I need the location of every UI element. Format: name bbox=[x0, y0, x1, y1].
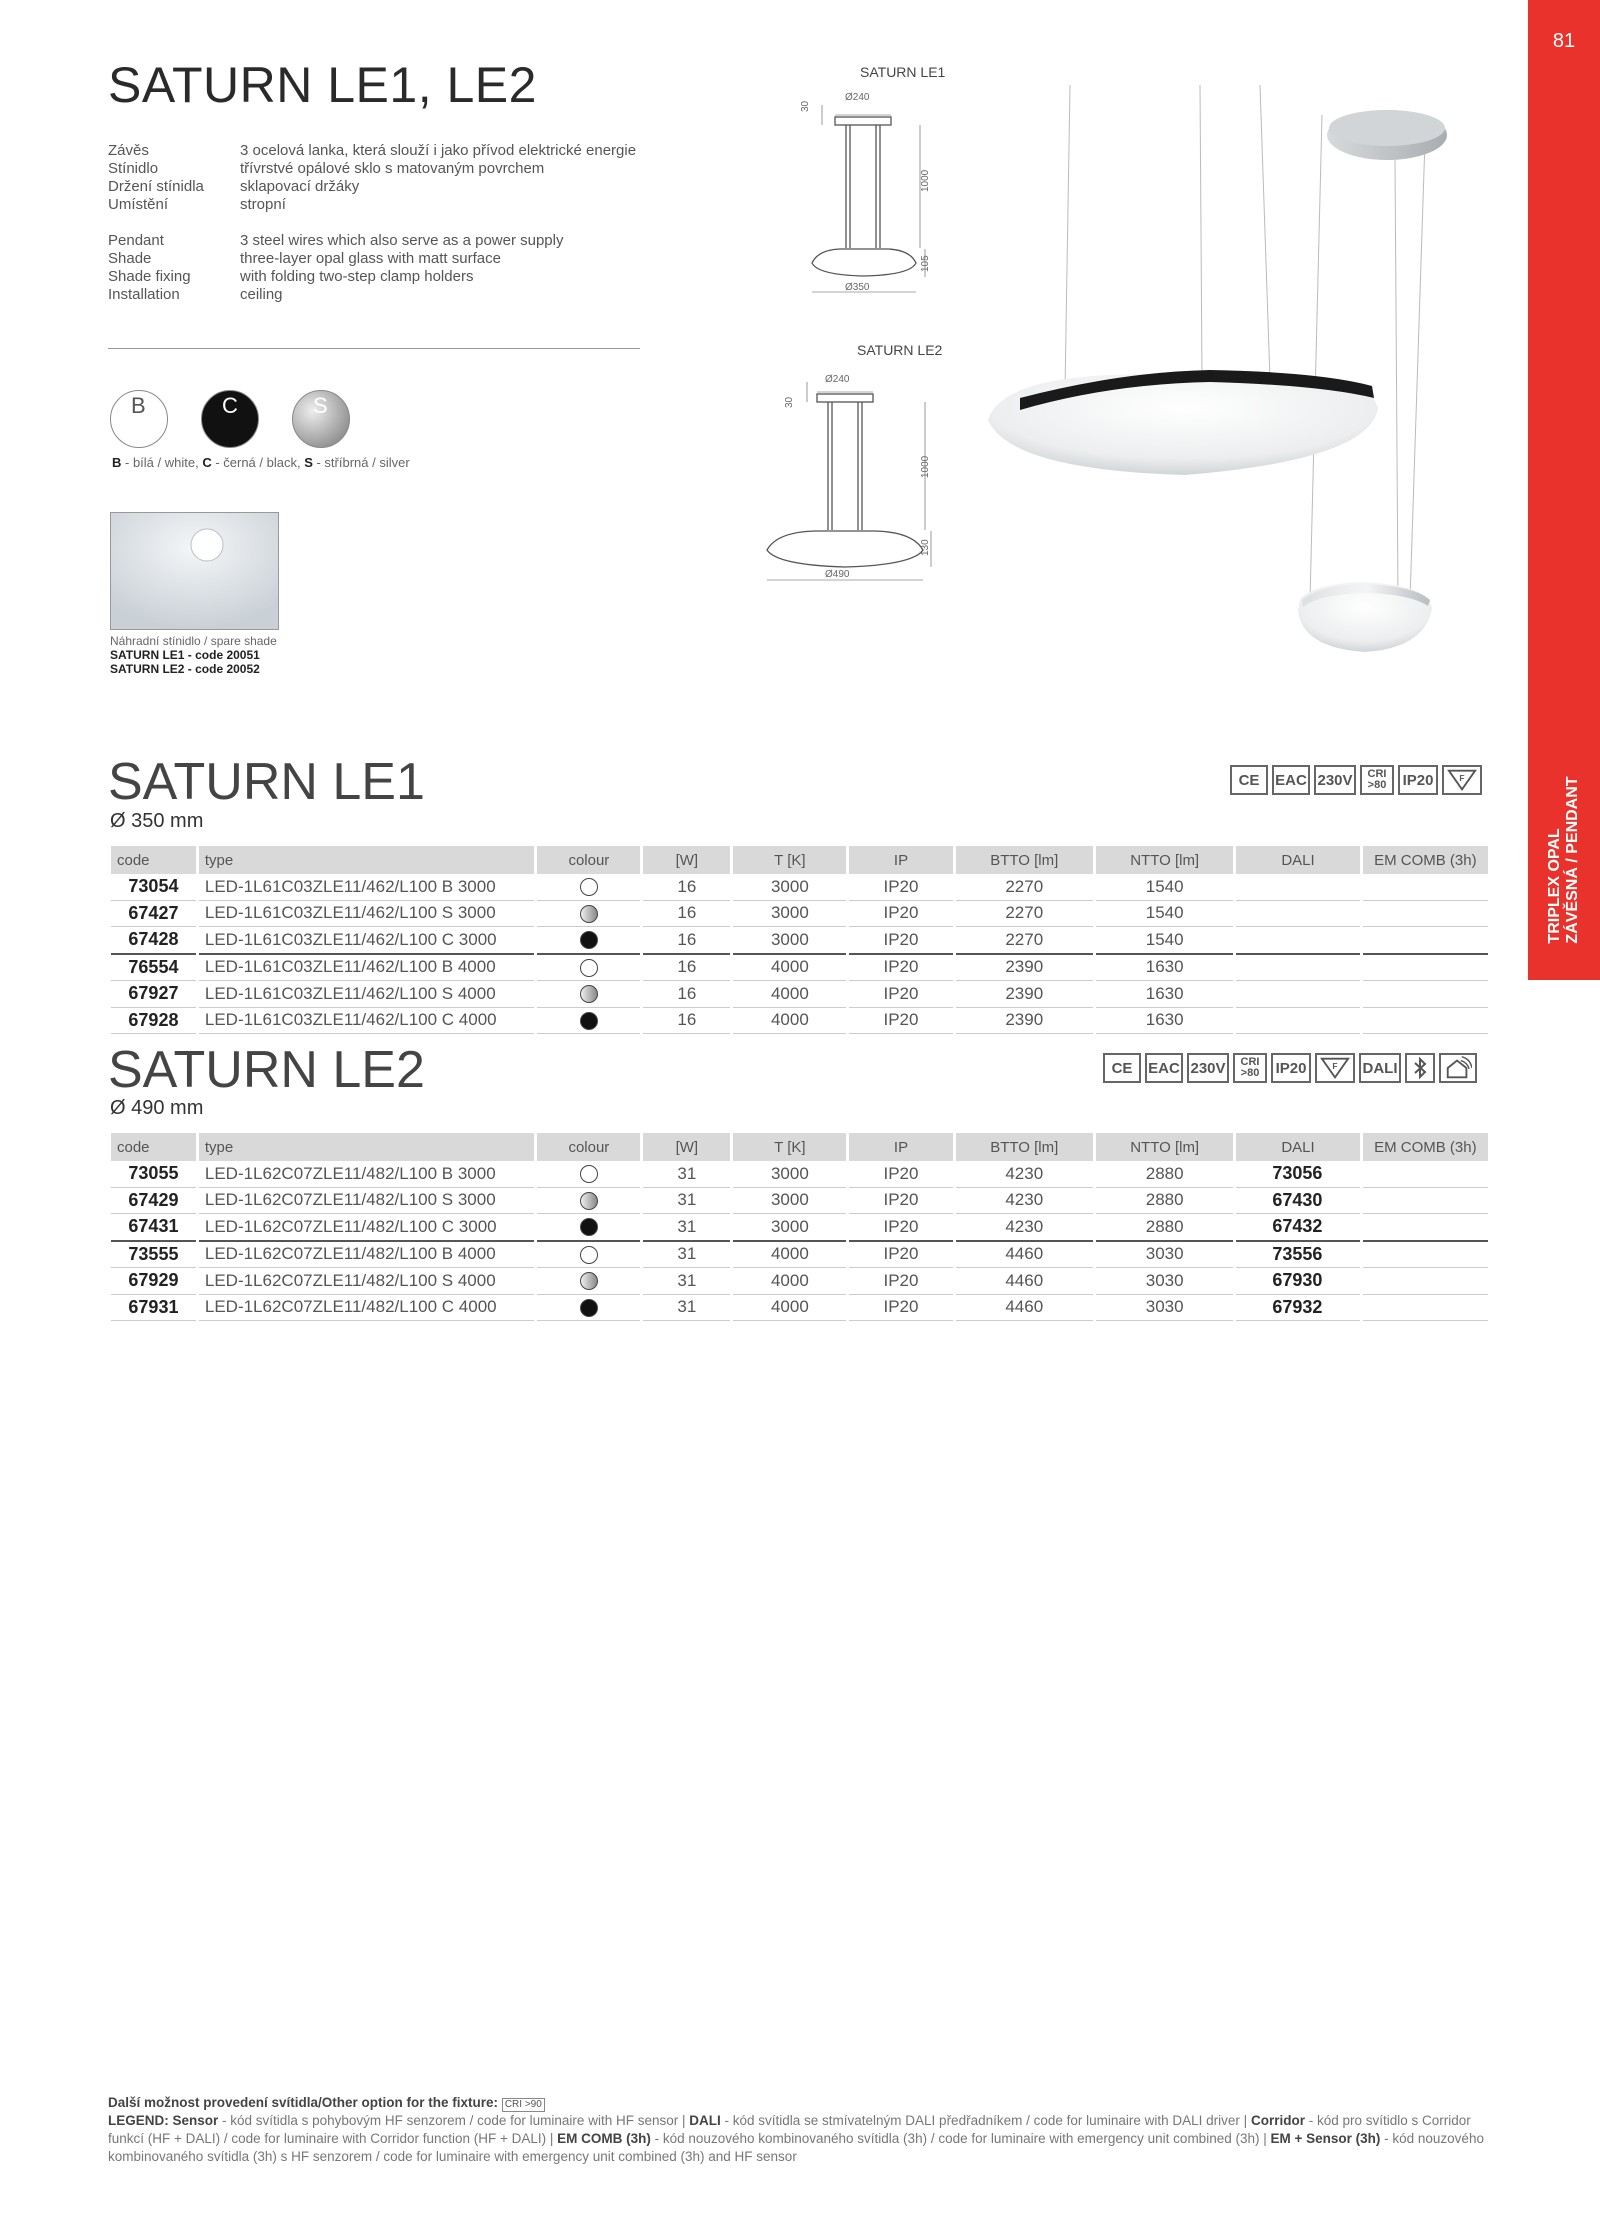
cell-type: LED-1L61C03ZLE11/462/L100 C 4000 bbox=[199, 1008, 534, 1035]
colour-dot-icon bbox=[580, 1165, 598, 1183]
le2-badges bbox=[1103, 1053, 1477, 1083]
cell-type: LED-1L62C07ZLE11/482/L100 S 3000 bbox=[199, 1188, 534, 1215]
eac-icon: EAC bbox=[1272, 765, 1310, 795]
le2-diameter: Ø 490 mm bbox=[110, 1097, 204, 1119]
spec-value: stropní bbox=[240, 196, 286, 213]
cell-code: 76554 bbox=[111, 955, 196, 982]
cell-code: 67431 bbox=[111, 1214, 196, 1242]
cell-code: 73055 bbox=[111, 1161, 196, 1188]
cell-code: 67427 bbox=[111, 901, 196, 928]
cell-ntto: 1540 bbox=[1096, 874, 1233, 901]
cell-code: 67931 bbox=[111, 1295, 196, 1322]
le1-diameter: Ø 350 mm bbox=[110, 810, 204, 832]
cell-dali: 73556 bbox=[1236, 1242, 1359, 1269]
cell-dali bbox=[1236, 901, 1359, 928]
cell-code: 67928 bbox=[111, 1008, 196, 1035]
cell-type: LED-1L61C03ZLE11/462/L100 B 3000 bbox=[199, 874, 534, 901]
cell-dali bbox=[1236, 1008, 1359, 1035]
spec-key: Závěs bbox=[108, 142, 149, 159]
header-w: [W] bbox=[643, 846, 730, 874]
header-ip: IP bbox=[849, 846, 952, 874]
colour-dot-icon bbox=[580, 985, 598, 1003]
cell-w: 16 bbox=[643, 874, 730, 901]
spec-value: sklapovací držáky bbox=[240, 178, 360, 195]
cell-type: LED-1L62C07ZLE11/482/L100 S 4000 bbox=[199, 1268, 534, 1295]
spec-key: Shade bbox=[108, 250, 152, 267]
footer-legend: Další možnost provedení svítidla/Other option for the fixture: CRI >90 LEGEND: Sensor - kód svítidla s pohybovým HF senzorem / code for luminaire with HF sensor | DALI - kód svítidla se stmívatelným DALI předřadníkem / code for luminaire with DALI driver | Corridor - kód pro svítidlo s Corridor funkcí (HF + DALI) / code for luminaire with Corridor function (HF + DALI) | EM COMB (3h) - kód nouzového kombinovaného svítidla (3h) / code for luminaire with emergency unit combined (3h) | EM + Sensor (3h) - kód nouzového kombinovaného svítidla (3h) s HF senzorem / code for luminaire with emergency unit combined (3h) and HF sensor bbox=[108, 2095, 1484, 2164]
colour-cell bbox=[537, 1188, 640, 1215]
header-ntto: NTTO [lm] bbox=[1096, 1133, 1233, 1161]
table-row bbox=[111, 1161, 1488, 1188]
cell-btto: 2270 bbox=[956, 927, 1093, 955]
cell-t: 3000 bbox=[733, 927, 846, 955]
cell-ip: IP20 bbox=[849, 1242, 952, 1269]
spare-shade-image bbox=[110, 512, 279, 630]
f-triangle-icon bbox=[1315, 1053, 1355, 1083]
cell-em bbox=[1363, 1188, 1488, 1215]
cell-em bbox=[1363, 1161, 1488, 1188]
cell-ntto: 3030 bbox=[1096, 1242, 1233, 1269]
cell-dali bbox=[1236, 874, 1359, 901]
voltage-icon: 230V bbox=[1314, 765, 1356, 795]
colour-dot-icon bbox=[580, 878, 598, 896]
cell-type: LED-1L62C07ZLE11/482/L100 B 4000 bbox=[199, 1242, 534, 1269]
cell-type: LED-1L61C03ZLE11/462/L100 S 3000 bbox=[199, 901, 534, 928]
spec-key: Shade fixing bbox=[108, 268, 191, 285]
colour-cell bbox=[537, 1161, 640, 1188]
le2-title: SATURN LE2 bbox=[108, 1041, 425, 1099]
cell-ip: IP20 bbox=[849, 1295, 952, 1322]
colour-cell bbox=[537, 1268, 640, 1295]
cell-ntto: 2880 bbox=[1096, 1214, 1233, 1242]
table-row bbox=[111, 981, 1488, 1008]
cell-type: LED-1L62C07ZLE11/482/L100 C 4000 bbox=[199, 1295, 534, 1322]
cell-dali: 67930 bbox=[1236, 1268, 1359, 1295]
cell-t: 3000 bbox=[733, 901, 846, 928]
cell-code: 67929 bbox=[111, 1268, 196, 1295]
cell-code: 67428 bbox=[111, 927, 196, 955]
spec-value: ceiling bbox=[240, 286, 283, 303]
cell-ip: IP20 bbox=[849, 901, 952, 928]
cell-t: 4000 bbox=[733, 981, 846, 1008]
ip20-icon: IP20 bbox=[1271, 1053, 1311, 1083]
cell-em bbox=[1363, 1268, 1488, 1295]
cell-em bbox=[1363, 1008, 1488, 1035]
cell-ip: IP20 bbox=[849, 955, 952, 982]
cell-w: 31 bbox=[643, 1242, 730, 1269]
colour-cell bbox=[537, 1214, 640, 1242]
table-row bbox=[111, 1008, 1488, 1035]
cell-em bbox=[1363, 981, 1488, 1008]
cell-ip: IP20 bbox=[849, 1161, 952, 1188]
eac-icon: EAC bbox=[1145, 1053, 1183, 1083]
smart-home-icon bbox=[1439, 1053, 1477, 1083]
cell-ntto: 1540 bbox=[1096, 927, 1233, 955]
cell-w: 16 bbox=[643, 927, 730, 955]
header-btto: BTTO [lm] bbox=[956, 1133, 1093, 1161]
colour-dot-icon bbox=[580, 931, 598, 949]
cell-em bbox=[1363, 1242, 1488, 1269]
header-type: type bbox=[199, 846, 534, 874]
cell-t: 4000 bbox=[733, 1008, 846, 1035]
spec-key: Installation bbox=[108, 286, 180, 303]
table-row bbox=[111, 1295, 1488, 1322]
svg-text:F: F bbox=[1459, 772, 1465, 783]
cell-ntto: 1630 bbox=[1096, 955, 1233, 982]
side-tab-line2: ZÁVĚSNÁ / PENDANT bbox=[1564, 776, 1581, 944]
cell-ip: IP20 bbox=[849, 874, 952, 901]
cell-w: 31 bbox=[643, 1268, 730, 1295]
cell-btto: 4460 bbox=[956, 1268, 1093, 1295]
colour-dot-icon bbox=[580, 1299, 598, 1317]
header-colour: colour bbox=[537, 1133, 640, 1161]
cell-em bbox=[1363, 955, 1488, 982]
cell-btto: 4460 bbox=[956, 1295, 1093, 1322]
ip20-icon: IP20 bbox=[1398, 765, 1438, 795]
colour-dot-icon bbox=[580, 1012, 598, 1030]
cell-dali: 67932 bbox=[1236, 1295, 1359, 1322]
ce-icon: CE bbox=[1230, 765, 1268, 795]
cell-w: 16 bbox=[643, 901, 730, 928]
divider bbox=[108, 348, 640, 349]
header-code: code bbox=[111, 1133, 196, 1161]
cell-ip: IP20 bbox=[849, 1268, 952, 1295]
cell-em bbox=[1363, 927, 1488, 955]
voltage-icon: 230V bbox=[1187, 1053, 1229, 1083]
cell-dali: 73056 bbox=[1236, 1161, 1359, 1188]
table-row bbox=[111, 1214, 1488, 1242]
page-title: SATURN LE1, LE2 bbox=[108, 57, 537, 113]
header-btto: BTTO [lm] bbox=[956, 846, 1093, 874]
colour-cell bbox=[537, 981, 640, 1008]
header-em: EM COMB (3h) bbox=[1363, 846, 1488, 874]
specs-en bbox=[108, 232, 648, 312]
table-row bbox=[111, 955, 1488, 982]
cell-ntto: 1630 bbox=[1096, 981, 1233, 1008]
cell-em bbox=[1363, 1295, 1488, 1322]
page-number: 81 bbox=[1552, 30, 1576, 52]
spec-key: Umístění bbox=[108, 196, 169, 213]
cell-t: 4000 bbox=[733, 955, 846, 982]
header-em: EM COMB (3h) bbox=[1363, 1133, 1488, 1161]
cell-ntto: 3030 bbox=[1096, 1268, 1233, 1295]
cell-type: LED-1L61C03ZLE11/462/L100 S 4000 bbox=[199, 981, 534, 1008]
cell-t: 4000 bbox=[733, 1295, 846, 1322]
colour-cell bbox=[537, 901, 640, 928]
le2-table bbox=[108, 1133, 1491, 1321]
side-tab-label bbox=[1528, 760, 1600, 960]
cell-dali bbox=[1236, 955, 1359, 982]
header-code: code bbox=[111, 846, 196, 874]
cell-dali bbox=[1236, 981, 1359, 1008]
table-row bbox=[111, 901, 1488, 928]
spec-value: třívrstvé opálové sklo s matovaným povrchem bbox=[240, 160, 545, 177]
cri-icon: CRI >80 bbox=[1360, 765, 1394, 795]
colour-dot-icon bbox=[580, 1246, 598, 1264]
le1-wire-height: 1000 bbox=[920, 169, 931, 192]
le1-shade-height: 105 bbox=[920, 255, 931, 272]
cell-dali bbox=[1236, 927, 1359, 955]
product-photo bbox=[970, 80, 1470, 660]
le1-badges bbox=[1230, 765, 1482, 795]
swatch-silver: S bbox=[292, 390, 350, 448]
le2-top-height: 30 bbox=[784, 396, 795, 408]
cell-ntto: 2880 bbox=[1096, 1161, 1233, 1188]
colour-cell bbox=[537, 874, 640, 901]
cell-btto: 4230 bbox=[956, 1161, 1093, 1188]
cell-w: 31 bbox=[643, 1214, 730, 1242]
cell-btto: 4230 bbox=[956, 1188, 1093, 1215]
table-row bbox=[111, 1268, 1488, 1295]
le2-shade-height: 130 bbox=[920, 539, 931, 556]
swatch-white: B bbox=[110, 390, 168, 448]
cell-t: 3000 bbox=[733, 1214, 846, 1242]
drawing-le1-label: SATURN LE1 bbox=[860, 64, 946, 80]
svg-text:F: F bbox=[1332, 1060, 1338, 1071]
ce-icon: CE bbox=[1103, 1053, 1141, 1083]
le1-title: SATURN LE1 bbox=[108, 753, 425, 811]
table-row bbox=[111, 874, 1488, 901]
colour-cell bbox=[537, 1295, 640, 1322]
header-colour: colour bbox=[537, 846, 640, 874]
cell-t: 3000 bbox=[733, 1161, 846, 1188]
swatch-black: C bbox=[201, 390, 259, 448]
cell-btto: 2390 bbox=[956, 955, 1093, 982]
cell-em bbox=[1363, 874, 1488, 901]
le1-bottom-diameter: Ø350 bbox=[845, 282, 870, 293]
le2-top-diameter: Ø240 bbox=[825, 374, 850, 385]
cell-w: 31 bbox=[643, 1295, 730, 1322]
cell-em bbox=[1363, 901, 1488, 928]
header-type: type bbox=[199, 1133, 534, 1161]
cell-btto: 2390 bbox=[956, 981, 1093, 1008]
le1-table bbox=[108, 846, 1491, 1034]
cell-ntto: 1540 bbox=[1096, 901, 1233, 928]
cell-t: 4000 bbox=[733, 1242, 846, 1269]
colour-dot-icon bbox=[580, 1192, 598, 1210]
table-row bbox=[111, 927, 1488, 955]
header-t: T [K] bbox=[733, 846, 846, 874]
cell-type: LED-1L61C03ZLE11/462/L100 B 4000 bbox=[199, 955, 534, 982]
cell-btto: 4230 bbox=[956, 1214, 1093, 1242]
cri-icon: CRI >80 bbox=[1233, 1053, 1267, 1083]
cell-dali: 67430 bbox=[1236, 1188, 1359, 1215]
cell-ip: IP20 bbox=[849, 981, 952, 1008]
cell-w: 31 bbox=[643, 1161, 730, 1188]
cell-btto: 4460 bbox=[956, 1242, 1093, 1269]
colour-cell bbox=[537, 927, 640, 955]
cell-dali: 67432 bbox=[1236, 1214, 1359, 1242]
color-legend: B - bílá / white, C - černá / black, S - stříbrná / silver bbox=[112, 455, 410, 470]
table-row bbox=[111, 1242, 1488, 1269]
dali-icon: DALI bbox=[1359, 1053, 1401, 1083]
spare-shade-text: Náhradní stínidlo / spare shade SATURN LE1 - code 20051 SATURN LE2 - code 20052 bbox=[110, 634, 277, 676]
cell-t: 3000 bbox=[733, 1188, 846, 1215]
cell-ntto: 1630 bbox=[1096, 1008, 1233, 1035]
cell-ip: IP20 bbox=[849, 1188, 952, 1215]
colour-dot-icon bbox=[580, 1272, 598, 1290]
cell-code: 73054 bbox=[111, 874, 196, 901]
spec-key: Pendant bbox=[108, 232, 164, 249]
le2-bottom-diameter: Ø490 bbox=[825, 569, 850, 580]
header-w: [W] bbox=[643, 1133, 730, 1161]
drawing-le2-label: SATURN LE2 bbox=[857, 342, 943, 358]
colour-dot-icon bbox=[580, 1218, 598, 1236]
cell-t: 3000 bbox=[733, 874, 846, 901]
colour-cell bbox=[537, 955, 640, 982]
cell-ip: IP20 bbox=[849, 927, 952, 955]
cell-btto: 2390 bbox=[956, 1008, 1093, 1035]
le1-top-diameter: Ø240 bbox=[845, 92, 870, 103]
cri90-icon: CRI >90 bbox=[502, 2098, 545, 2112]
header-ntto: NTTO [lm] bbox=[1096, 846, 1233, 874]
cell-ip: IP20 bbox=[849, 1008, 952, 1035]
cell-code: 67429 bbox=[111, 1188, 196, 1215]
colour-cell bbox=[537, 1008, 640, 1035]
spec-value: with folding two-step clamp holders bbox=[240, 268, 474, 285]
cell-em bbox=[1363, 1214, 1488, 1242]
spec-key: Stínidlo bbox=[108, 160, 159, 177]
specs-cz bbox=[108, 142, 648, 222]
colour-dot-icon bbox=[580, 959, 598, 977]
cell-w: 16 bbox=[643, 1008, 730, 1035]
cell-ntto: 3030 bbox=[1096, 1295, 1233, 1322]
le2-wire-height: 1000 bbox=[920, 455, 931, 478]
colour-cell bbox=[537, 1242, 640, 1269]
header-t: T [K] bbox=[733, 1133, 846, 1161]
cell-type: LED-1L62C07ZLE11/482/L100 B 3000 bbox=[199, 1161, 534, 1188]
cell-type: LED-1L61C03ZLE11/462/L100 C 3000 bbox=[199, 927, 534, 955]
bluetooth-icon bbox=[1405, 1053, 1435, 1083]
cell-w: 16 bbox=[643, 981, 730, 1008]
cell-code: 73555 bbox=[111, 1242, 196, 1269]
spec-value: three-layer opal glass with matt surface bbox=[240, 250, 501, 267]
cell-w: 16 bbox=[643, 955, 730, 982]
header-ip: IP bbox=[849, 1133, 952, 1161]
header-dali: DALI bbox=[1236, 846, 1359, 874]
spec-value: 3 steel wires which also serve as a power supply bbox=[240, 232, 564, 249]
spec-key: Držení stínidla bbox=[108, 178, 204, 195]
cell-w: 31 bbox=[643, 1188, 730, 1215]
cell-btto: 2270 bbox=[956, 874, 1093, 901]
f-triangle-icon bbox=[1442, 765, 1482, 795]
cell-btto: 2270 bbox=[956, 901, 1093, 928]
cell-t: 4000 bbox=[733, 1268, 846, 1295]
side-tab-line1: TRIPLEX OPAL bbox=[1546, 828, 1563, 944]
cell-ip: IP20 bbox=[849, 1214, 952, 1242]
table-row bbox=[111, 1188, 1488, 1215]
cell-type: LED-1L62C07ZLE11/482/L100 C 3000 bbox=[199, 1214, 534, 1242]
header-dali: DALI bbox=[1236, 1133, 1359, 1161]
cell-ntto: 2880 bbox=[1096, 1188, 1233, 1215]
colour-dot-icon bbox=[580, 905, 598, 923]
spec-value: 3 ocelová lanka, která slouží i jako přívod elektrické energie bbox=[240, 142, 637, 159]
le1-top-height: 30 bbox=[800, 100, 811, 112]
cell-code: 67927 bbox=[111, 981, 196, 1008]
